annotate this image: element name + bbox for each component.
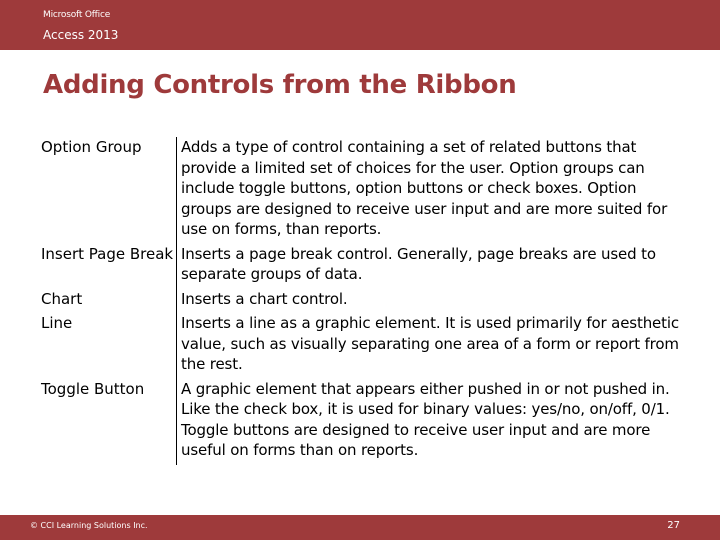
table-row [41,289,681,314]
brand-label: Microsoft Office [43,10,111,20]
term-cell: Chart [41,289,83,308]
description-cell: Inserts a page break control. Generally, page breaks are used to separate groups of data. [177,244,682,289]
slide-title: Adding Controls from the Ribbon [43,70,517,100]
table-row [41,313,681,379]
description-cell: Inserts a chart control. [177,289,682,314]
description-cell: Adds a type of control containing a set of related buttons that provide a limited set of choices for the user. Option groups can include toggle buttons, option buttons or check boxes. Option groups are designed to receive user input and are more suited for use on forms, than reports. [177,137,682,244]
footer-band [0,515,720,540]
term-cell: Option Group [41,138,142,156]
description-cell: A graphic element that appears either pushed in or not pushed in. Like the check box, it is used for binary values: yes/no, on/off, 0/1. Toggle buttons are designed to receive user input and are more useful on forms than on reports. [177,379,682,465]
table-row [41,244,681,289]
page-number: 27 [667,520,680,531]
definitions-table [41,137,681,465]
term-cell: Toggle Button [41,379,145,398]
product-label: Access 2013 [43,28,119,42]
copyright-label: © CCI Learning Solutions Inc. [30,521,148,530]
table-row [41,379,681,465]
term-cell: Line [41,314,73,332]
term-cell: Insert Page Break [41,244,174,263]
description-cell: Inserts a line as a graphic element. It is used primarily for aesthetic value, such as visually separating one area of a form or report from the rest. [177,313,682,379]
table-row [41,137,681,244]
header-band [0,0,720,50]
